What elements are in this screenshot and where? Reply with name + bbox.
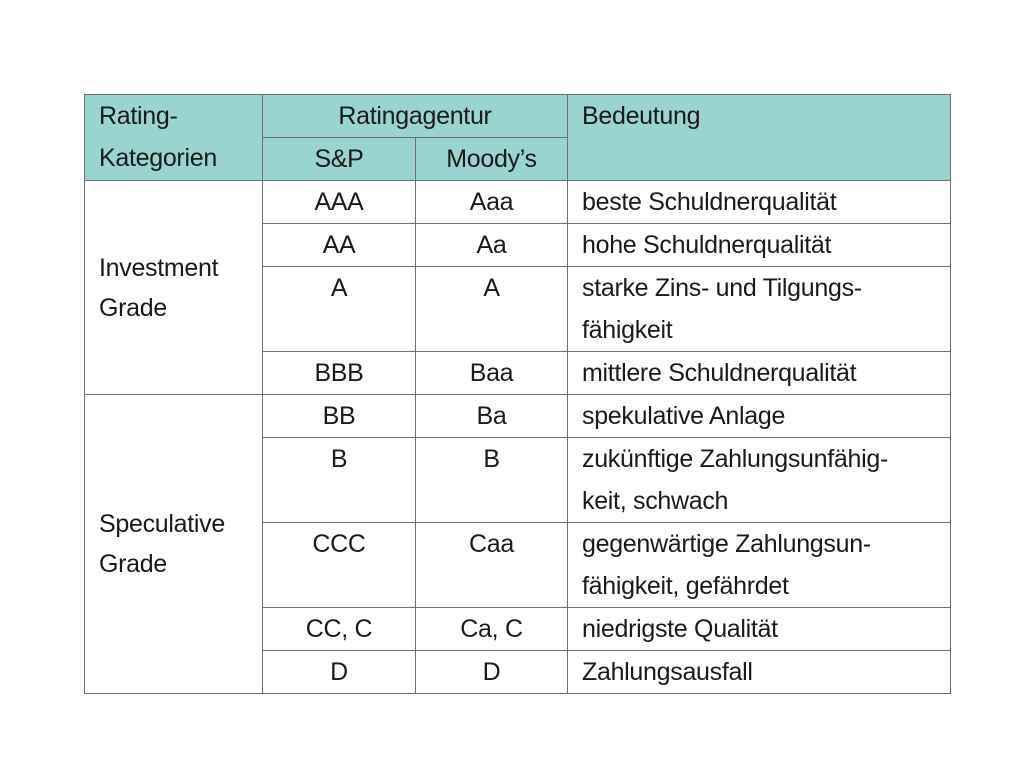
category-line1: Investment bbox=[99, 253, 219, 282]
meaning-line1: gegenwärtige Zahlungsun- bbox=[568, 523, 951, 566]
header-sp: S&P bbox=[263, 138, 416, 181]
table-row bbox=[85, 395, 951, 438]
header-rating-agency: Ratingagentur bbox=[263, 95, 568, 138]
moodys-rating: Baa bbox=[416, 352, 568, 395]
sp-rating: CCC bbox=[263, 523, 416, 608]
meaning: hohe Schuldnerqualität bbox=[568, 224, 951, 267]
moodys-rating: D bbox=[416, 651, 568, 694]
meaning: mittlere Schuldnerqualität bbox=[568, 352, 951, 395]
meaning-line2: fähigkeit bbox=[568, 309, 951, 352]
header-rating-categories-line1: Rating- bbox=[99, 102, 178, 130]
meaning-line1: starke Zins- und Tilgungs- bbox=[568, 267, 951, 310]
rating-categories-table bbox=[84, 94, 951, 694]
header-meaning: Bedeutung bbox=[568, 95, 951, 181]
sp-rating: D bbox=[263, 651, 416, 694]
table-header bbox=[85, 95, 951, 181]
meaning: spekulative Anlage bbox=[568, 395, 951, 438]
moodys-rating: B bbox=[416, 438, 568, 523]
moodys-rating: Aa bbox=[416, 224, 568, 267]
meaning-line2: fähigkeit, gefährdet bbox=[568, 565, 951, 608]
moodys-rating: Aaa bbox=[416, 181, 568, 224]
header-moodys: Moody’s bbox=[416, 138, 568, 181]
sp-rating: A bbox=[263, 267, 416, 352]
category-speculative-grade bbox=[85, 395, 263, 694]
moodys-rating: Ca, C bbox=[416, 608, 568, 651]
meaning: beste Schuldnerqualität bbox=[568, 181, 951, 224]
moodys-rating: A bbox=[416, 267, 568, 352]
table-body bbox=[85, 181, 951, 694]
category-line2: Grade bbox=[99, 293, 167, 322]
sp-rating: BBB bbox=[263, 352, 416, 395]
meaning-line1: zukünftige Zahlungsunfähig- bbox=[568, 438, 951, 481]
moodys-rating: Caa bbox=[416, 523, 568, 608]
sp-rating: CC, C bbox=[263, 608, 416, 651]
meaning: Zahlungsausfall bbox=[568, 651, 951, 694]
sp-rating: B bbox=[263, 438, 416, 523]
header-rating-categories-line2: Kategorien bbox=[99, 144, 217, 172]
category-investment-grade bbox=[85, 181, 263, 395]
meaning: niedrigste Qualität bbox=[568, 608, 951, 651]
sp-rating: BB bbox=[263, 395, 416, 438]
category-line2: Grade bbox=[99, 550, 167, 578]
meaning-line2: keit, schwach bbox=[568, 480, 951, 523]
category-line1: Speculative bbox=[99, 510, 225, 538]
moodys-rating: Ba bbox=[416, 395, 568, 438]
header-rating-categories bbox=[85, 95, 263, 181]
sp-rating: AA bbox=[263, 224, 416, 267]
sp-rating: AAA bbox=[263, 181, 416, 224]
table-row bbox=[85, 181, 951, 224]
